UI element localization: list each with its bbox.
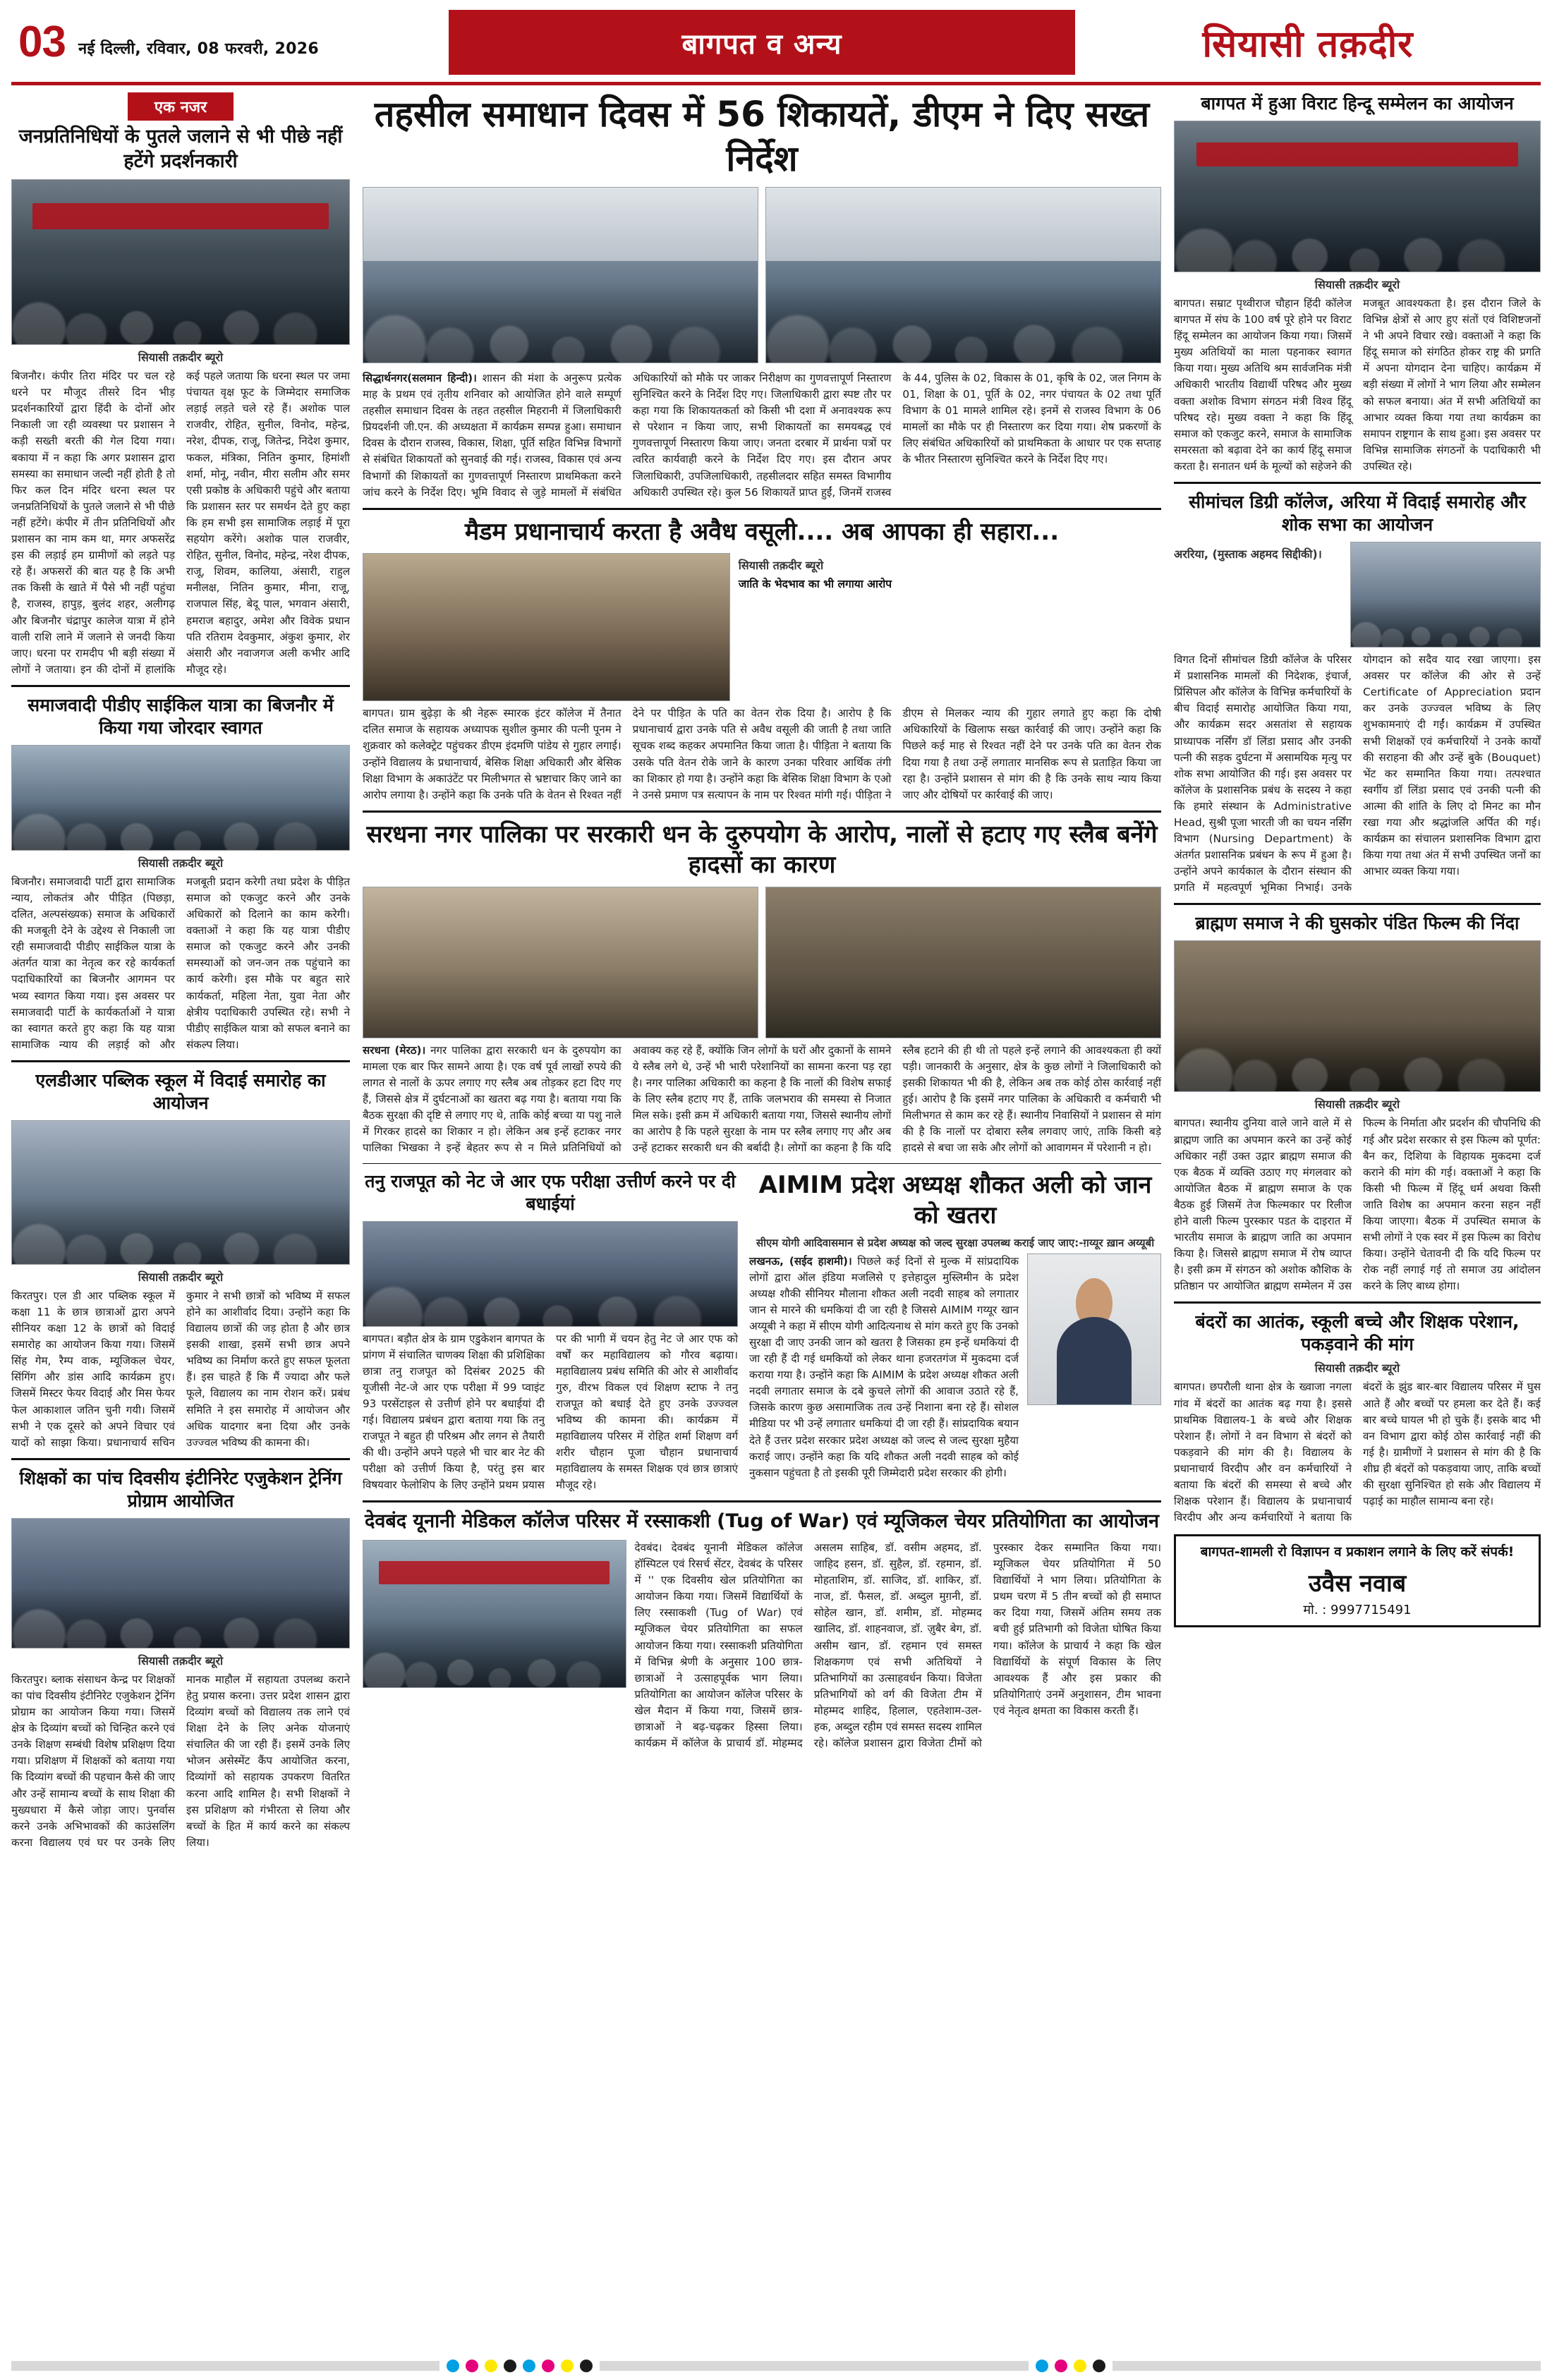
sardhana-headline: सरधना नगर पालिका पर सरकारी धन के दुरुपयोग के आरोप, नालों से हटाए गए स्लैब बनेंगे हादसों का कारण xyxy=(366,820,1158,880)
left-story2-headline: समाजवादी पीडीए साईकिल यात्रा का बिजनौर में किया गया जोरदार स्वागत xyxy=(28,694,334,738)
hindu-headline: बागपत में हुआ विराट हिन्दू सम्मेलन का आयोजन xyxy=(1201,93,1514,114)
aimim-leader-portrait xyxy=(1027,1253,1161,1405)
left-column xyxy=(11,92,350,2307)
lead-body xyxy=(363,370,1161,501)
left-story1-body: बिजनौर। कंपीर तिरा मंदिर पर चल रहे धरने पर मौजूद तीसरे दिन भीड़ प्रदर्शनकारियों द्वारा हिंदी के दोनों ओर निकाली जा रही व्यवस्था पर प्रशासन ने कड़ी सख्ती बरती की गेल दिया गया। बकाया में न कहा कि अगर प्रशासन द्वारा समस्या का समाधान जल्दी नहीं होती है तो फिर कल दिन मंदिर धरना स्थल पर जनप्रतिनिधियों के पुतले जलाने से भी पीछे नहीं हटेंगे। कंपीर में तीन प्रतिनिधियों और प्रशासन का नाम कम था, मगर अफसरेंद्र इस की लड़ाई हम ग्रामीणों को लड़ते पड़ रहे हैं। अफसरों की बात यह है कि अभी तक किसी के खाते में पैसे भी नहीं पहुंचा है, राजस्व, हापुड़, बुलंद शहर, अलीगढ़ और बिजनौर चंद्रापुर कालेज यात्रा में होने वाली राशि लाने में जलाने से जनदी किया जाए। धरना पर रामदीप भी बड़ी संख्या में लोगों ने जताया। इन की दोनों में हालांकि कई पहले जताया कि धरना स्थल पर जमा पंचायत वृक्ष फूट के जिम्मेदार समाजिक लड़ाई लड़ते चले रहे हैं। अशोक पाल राजवीर, रोहित, सुनील, विनोद, महेन्द्र, नरेश, दीपक, राजू, जितेन्द्र, निदेश कुमार, फकल, मंत्रिका, नितिन कुमार, हिमांशी शर्मा, मोनू, नवीन, मीरा सलीम और समर एसी प्रकोष्ठ के अधिकारी पहुंचे और बताया कि प्रशासन स्तर पर समर्थन देते हुए कहा कि हम सभी इस सामाजिक लड़ाई में पूरा सहयोग करेंगे। अशोक पाल राजवीर, रोहित, सुनील, विनोद, महेन्द्र, नरेश दीपक, राजू, शिवम, कालिया, अंसारी, राहुल मनीलक्ष, नितिन कुमार, मीना, राजू, राजपाल सिंह, बेदू पाल, भगवान अंसारी, हमराज बहादुर, अमेश और विवेक प्रधान पति रतिराम देवकुमार, अंकुश कुमार, शेर अंसारी और नवाजगज अली कभीर आदि मौजूद रहे। xyxy=(11,370,350,676)
paper-name: सियासी तक़दीर xyxy=(1202,23,1414,66)
registration-dots-2 xyxy=(1036,2360,1105,2372)
divider xyxy=(1174,1301,1541,1304)
lead-dateline: सिद्धार्थनगर(सलमान हिन्दी)। xyxy=(363,372,477,384)
tanu-headline: तनु राजपूत को नेट जे आर एफ परीक्षा उत्तीर्ण करने पर दी बधाईयां xyxy=(365,1170,736,1214)
lead-headline: तहसील समाधान दिवस में 56 शिकायतें, डीएम ने दिए सख्त निर्देश xyxy=(374,94,1150,179)
ek-nazar-tag: एक नजर xyxy=(128,92,234,121)
right-column xyxy=(1174,92,1541,2307)
page-number: 03 xyxy=(18,18,66,66)
hindu-sammelan-stage-photo xyxy=(1174,121,1541,272)
monkey-headline: बंदरों का आतंक, स्कूली बच्चे और शिक्षक परेशान, पकड़वाने की मांग xyxy=(1195,1311,1520,1355)
divider xyxy=(11,1458,350,1460)
page-grid xyxy=(11,92,1541,2307)
brahman-body: बागपत। स्थानीय दुनिया वाले जाने वाले में से ब्राह्मण जाति का अपमान करने का उन्हें कोई अधिकार नहीं उक्त उद्गार ब्राह्मण समाज की एक बैठक में व्यक्ति उठाए गए मंगलवार को आयोजित बैठक में ब्राह्मण समाज के एक बैठक हुई जिसमें तेज फिल्मकार पर रिलीज होने वाली फिल्म पुरस्कार पडत के दाइरात में भारतीय समाज के ब्राह्मण जाति का अपमान किया है। जिससे ब्राह्मण समाज में रोष व्याप्त है। इसी क्रम में संगठन को अशोक कौशिक के प्रतिष्ठान पर आयोजित ब्राह्मण सम्मेलन में उस फिल्म के निर्माता और प्रदर्शन की चौपनिधि की गई और प्रदेश सरकार से इस फिल्म को पूर्णत: बैन कर, दिशिया के विहायक मुकदमा दर्ज कराने की मांग की गई। वक्ताओं ने कहा कि किसी भी फिल्म में हिंदू धर्म अथवा किसी जाति विशेष का अपमान करना सहन नहीं किया जाएगा। बैठक में उपस्थित समाज के सभी लोगों ने एक स्वर में इस फिल्म का विरोध किया। उन्होंने चेतावनी दी कि यदि फिल्म पर रोक नहीं लगाई गई तो समाज उग्र आंदोलन करने के लिए बाध्य होगा। xyxy=(1174,1117,1541,1293)
divider xyxy=(11,685,350,687)
divider xyxy=(363,1163,1161,1164)
left-story1-headline: जनप्रतिनिधियों के पुतले जलाने से भी पीछे नहीं हटेंगे प्रदर्शनकारी xyxy=(18,126,343,172)
dateline: नई दिल्ली, रविवार, 08 फरवरी, 2026 xyxy=(78,40,319,58)
sardhana-body-text: नगर पालिका द्वारा सरकारी धन के दुरुपयोग का मामला एक बार फिर सामने आया है। एक वर्ष पूर्व लाखों रुपये की लागत से नालों के ऊपर लगाए गए स्लैब अब तोड़कर हटा दिए गए हैं, जिससे क्षेत्र में दुर्घटनाओं का खतरा बढ़ गया है। बताया गया कि बैठक सुरक्षा की दृष्टि से लगाए गए थे, ताकि कोई बच्चा या पशु नाले में गिरकर हादसे का शिकार न हो। लेकिन अब इन्हें हटाकर नगर पालिका भिखका ने इन्हें बेहतर रूप से न मिले प्रतिनिधियों को अवाक्य कह रहे हैं, क्योंकि जिन लोगों के घरों और दुकानों के सामने ये स्लैब लगे थे, उन्हें भी भारी परेशानियों का सामना करना पड़ रहा है। नगर पालिका अधिकारी का कहना है कि नालों की विशेष सफाई के लिए स्लैब हटाए गए हैं, ताकि जलभराव की समस्या से निजात मिल सके। इसी क्रम में अधिकारी बताया गया, जिससे स्थानीय लोगों का आरोप है कि पहले सुरक्षा के नाम पर स्लैब लगाए गए और अब उन्हें हटाकर सरकारी धन की बर्बादी है। लोगों का कहना है कि यदि स्लैब हटाने की ही थी तो पहले इन्हें लगाने की आवश्यकता ही क्यों पड़ी। जानकारी के अनुसार, क्षेत्र के कुछ लोगों ने जिलाधिकारी को इसकी शिकायत भी की है, लेकिन अब तक कोई ठोस कार्रवाई नहीं हुई। आरोप है कि इसमें नगर पालिका के अधिकारी व कर्मचारी भी मिलीभगत से काम कर रहे हैं। स्थानीय निवासियों ने प्रशासन से मांग की है कि नालों पर दोबारा स्लैब लगवाए जाएं, ताकि किसी बड़े हादसे से बचा जा सके और लोगों को आवागमन में परेशानी न हो। xyxy=(363,1043,1161,1155)
monkey-byline: सियासी तक़दीर ब्यूरो xyxy=(1314,1361,1400,1376)
print-registration-bar xyxy=(11,2357,1541,2374)
monkey-body: बागपत। छपरौली थाना क्षेत्र के ख्वाजा नगला गांव में बंदरों का आतंक बढ़ गया है। इससे प्राथमिक विद्यालय-1 के बच्चे और शिक्षक परेशान हैं। लोगों ने वन विभाग से बंदरों को पकड़वाने की मांग की है। विद्यालय के प्रधानाचार्य विरदीप और वन कर्मचारियों ने बताया कि बंदरों की समस्या से बच्चे और शिक्षक परेशान हैं। विद्यालय के प्रधानाचार्य विरदीप और अन्य कर्मचारियों ने बताया कि बंदरों के झुंड बार-बार विद्यालय परिसर में घुस आते हैं और बच्चों पर हमला कर देते हैं। कई बार बच्चे घायल भी हो चुके हैं। इसके बाद भी वन विभाग द्वारा कोई ठोस कार्रवाई नहीं की गई है। ग्रामीणों ने प्रशासन से मांग की है कि शीघ्र ही बंदरों को पकड़वाया जाए, ताकि बच्चों की सुरक्षा सुनिश्चित हो सके और विद्यालय में पढ़ाई का माहौल सामान्य बना रहे। xyxy=(1174,1380,1541,1524)
cycle-yatra-photo xyxy=(11,745,350,851)
aimim-body-left xyxy=(749,1253,1019,1481)
madam-byline: सियासी तक़दीर ब्यूरो xyxy=(738,559,824,573)
madam-pullquote: जाति के भेदभाव का भी लगाया आरोप xyxy=(738,578,892,591)
masthead xyxy=(11,10,1541,75)
divider xyxy=(363,810,1161,813)
left-story4-byline: सियासी तक़दीर ब्यूरो xyxy=(138,1653,224,1668)
brahman-headline: ब्राह्मण समाज ने की घुसकोर पंडित फिल्म की निंदा xyxy=(1195,913,1520,934)
divider xyxy=(363,508,1161,510)
seemanchal-body: विगत दिनों सीमांचल डिग्री कॉलेज के परिसर में प्रशासनिक मामलों की निदेशक, इंचार्ज, प्रिंसिपल और कॉलेज के विभिन्न कर्मचारियों के बीच विदाई समारोह आयोजित किया गया, और कार्यक्रम सदर असतांश से सहायक प्राध्यापक नर्सिंग डॉ लिंडा प्रसाद और उनकी पत्नी की सड़क दुर्घटना में असामयिक मृत्यु पर शोक सभा आयोजित की गई। इस अवसर पर कॉलेज के प्रशासनिक प्रबंध के सदस्य ने कहा कि हमारे संस्थान के Administrative Head, सुश्री पूजा भारती जी का चयन नर्सिंग विभाग (Nursing Department) के अंतर्गत प्रशासनिक प्रबंधन के रूप में हुआ है। उन्होंने अपने कार्यकाल के दौरान संस्थान की प्रगति में महत्वपूर्ण भूमिका निभाई। उनके योगदान को सदैव याद रखा जाएगा। इस अवसर पर कॉलेज की ओर से उन्हें Certificate of Appreciation प्रदान कर उनके उज्ज्वल भविष्य के लिए शुभकामनाएं दी गईं। कार्यक्रम में उपस्थित सभी शिक्षकों एवं कर्मचारियों ने उनके कार्यों की सराहना की और उन्हें बुके (Bouquet) भेंट कर सम्मानित किया गया। तत्पश्चात स्वर्गीय डॉ लिंडा प्रसाद एवं उनकी पत्नी की आत्मा की शांति के लिए दो मिनट का मौन रखा गया और श्रद्धांजलि अर्पित की गई। कार्यक्रम का संचालन प्रशासनिक विभाग द्वारा किया गया तथा अंत में सभी उपस्थित जनों का आभार व्यक्त किया गया। xyxy=(1174,653,1541,894)
tanu-body: बागपत। बड़ौत क्षेत्र के ग्राम एडुकेशन बागपत के प्रांगण में संचालित चाणक्य शिक्षा की प्रशिक्षिका छात्रा तनु राजपूत को दिसंबर 2025 की यूजीसी नेट-जे आर एफ परीक्षा में 99 प्वाइंट 93 परसेंटाइल से उत्तीर्ण होने पर बधाईयां दी गई। विद्यालय प्रबंधन द्वारा बताया गया कि तनु राजपूत ने बहुत ही परिश्रम और लगन से तैयारी की थी। उन्होंने अपने पहले भी चार बार नेट की परीक्षा को उत्तीर्ण किया है, परंतु इस बार विषयवार फेलोशिप के लिए उन्होंने प्रथम प्रयास पर की भागी में चयन हेतु नेट जे आर एफ को वर्षों कर महाविद्यालय को गौरव बढ़ाया। महाविद्यालय प्रबंध समिति की ओर से आशीर्वाद गुरु, वीरभ विकल एवं शिक्षण स्टाफ ने तनु राजपूत को बधाई देते हुए उनके उज्ज्वल भविष्य की कामना की। कार्यक्रम में महाविद्यालय परिसर में रोहित शर्मा शिक्षण वर्ग शरीर चौहान पूजा चौहान प्रधानाचार्य महाविद्यालय के समस्त शिक्षक एवं छात्र छात्राएं मौजूद रहे। xyxy=(363,1332,739,1492)
section-title: बागपत व अन्य xyxy=(449,10,1075,75)
dm-meeting-photo xyxy=(765,187,1161,363)
sardhana-dateline: सरधना (मेरठ)। xyxy=(363,1043,426,1057)
school-farewell-photo xyxy=(11,1120,350,1265)
aimim-subhead: सीएम योगी आदिवासमान से प्रदेश अध्यक्ष को जल्द सुरक्षा उपलब्ध कराई जाए जाए:-ग़य्यूर ख़ान अय्यूबी xyxy=(756,1236,1155,1249)
lead-photo-row xyxy=(363,187,1161,363)
masthead-left xyxy=(11,10,449,75)
madam-headline: मैडम प्रधानाचार्य करता है अवैध वसूली.... अब आपका ही सहारा... xyxy=(464,517,1060,546)
samadhan-diwas-hall-photo xyxy=(363,187,758,363)
divider xyxy=(363,1500,1161,1502)
teacher-training-photo xyxy=(11,1518,350,1649)
divider xyxy=(1174,903,1541,905)
woman-complainant-photo xyxy=(363,553,730,701)
classified-ad xyxy=(1174,1534,1541,1627)
tug-of-war-photo xyxy=(363,1540,626,1688)
left-story2-body: बिजनौर। समाजवादी पार्टी द्वारा सामाजिक न्याय, लोकतंत्र और पीड़ित (पिछड़ा, दलित, अल्पसंख्यक) समाज के अधिकारों की मजबूती देने के उद्देश्य से निकाली जा रही समाजवादी पीडीए साईकिल यात्रा के अंतर्गत यात्रा का नेतृत्व कर रहे कार्यकर्ता पदाधिकारियों का बिजनौर आगमन पर भव्य स्वागत किया गया। इस अवसर पर समाजवादी पार्टी के कार्यकर्ताओं ने यात्रा का स्वागत करते हुए कहा कि यह यात्रा सामाजिक न्याय की लड़ाई को और मजबूती प्रदान करेगी तथा प्रदेश के पीड़ित समाज को एकजुट करने और उनके अधिकारों को दिलाने का काम करेगी। वक्ताओं ने कहा कि यह यात्रा पीडीए समाज को एकजुट करने और उनकी समस्याओं को जन-जन तक पहुंचाने का कार्य करेगी। इस मौके पर बहुत सारे कार्यकर्ता, महिला नेता, युवा नेता और क्षेत्रीय पदाधिकारी उपस्थित रहे। सभी ने पीडीए साईकिल यात्रा को सफल बनाने का संकल्प लिया। xyxy=(11,875,350,1051)
left-story1-byline: सियासी तक़दीर ब्यूरो xyxy=(138,351,224,365)
brahman-byline: सियासी तक़दीर ब्यूरो xyxy=(1314,1098,1400,1112)
left-story4-body: किरतपुर। ब्लाक संसाधन केन्द्र पर शिक्षकों का पांच दिवसीय इंटीनिरेट एजुकेशन ट्रेनिंग प्रोग्राम का आयोजन किया गया। जिसमें क्षेत्र के दिव्यांग बच्चों को चिन्हित करने एवं उनके शिक्षण सम्बंधी विशेष प्रशिक्षण दिया गया। प्रशिक्षण में शिक्षकों को बताया गया कि दिव्यांग बच्चों की पहचान कैसे की जाए और उन्हें सामान्य बच्चों के साथ शिक्षा की मुख्यधारा में कैसे जोड़ा जाए। पुनर्वास करने उनके अभिभावकों की काउंसलिंग करना विद्यालय एवं घर पर उनके लिए मानक माहौल में सहायता उपलब्ध कराने हेतु प्रयास करना। उत्तर प्रदेश शासन द्वारा दिव्यांग बच्चों को विद्यालय तक लाने एवं शिक्षा देने के लिए अनेक योजनाएं संचालित की जा रही हैं। इसमें उनके लिए भोजन असेस्मेंट कैंप आयोजित करना, दिव्यांगों को सहायक उपकरण वितरित करना आदि शामिल है। सभी शिक्षकों ने इस प्रशिक्षण को गंभीरता से लिया और बच्चों के हित में कार्य करने का संकल्प लिया। xyxy=(11,1672,350,1849)
tanu-felicitation-photo xyxy=(363,1221,738,1327)
sardhana-body xyxy=(363,1043,1161,1157)
madam-body: बागपत। ग्राम बुढ़ेड़ा के श्री नेहरू स्मारक इंटर कॉलेज में तैनात दलित समाज के सहायक अध्यापक सुशील कुमार की पत्नी पूनम ने शुक्रवार को कलेक्ट्रेट पहुंचकर डीएम इंदमणि पांडेय से गुहार लगाई। उन्होंने विद्यालय के प्रधानाचार्य, बेसिक शिक्षा अधिकारी और बेसिक शिक्षा विभाग के अकाउंटेंट पर मिलीभगत से भ्रष्टाचार किए जाने का आरोप लगाया है। उन्होंने कहा कि उनके पति के वेतन से रिश्वत नहीं देने पर पीड़ित के पति का वेतन रोक दिया है। आरोप है कि प्रधानाचार्य द्वारा उनके पति से अवैध वसूली की जाती है तथा जाति सूचक शब्द कहकर अपमानित किया जाता है। पीड़िता ने बताया कि उसके पति वेतन रोके जाने के कारण उनका परिवार आर्थिक तंगी का शिकार हो गया है। उन्होंने कहा कि बेसिक शिक्षा विभाग के एओ ने उनसे प्रमाण पत्र सत्यापन के नाम पर रिश्वत मांगी गई। पीड़िता ने डीएम से मिलकर न्याय की गुहार लगाते हुए कहा कि दोषी अधिकारियों के खिलाफ सख्त कार्रवाई की जाए। उन्होंने कहा कि पिछले कई माह से रिश्वत नहीं देने पर उनके पति का वेतन रोक दिया गया है तथा उन्हें लगातार मानसिक रूप से प्रताड़ित किया जा रहा है। उन्होंने प्रशासन से मांग की है कि उनके साथ न्याय किया जाए और दोषियों पर कार्रवाई की जाए। xyxy=(363,707,1161,801)
registration-dots xyxy=(447,2360,593,2372)
divider xyxy=(1174,482,1541,484)
hindu-byline: सियासी तक़दीर ब्यूरो xyxy=(1314,278,1400,291)
ad-contact-name: उवैस नवाब xyxy=(1308,1569,1407,1598)
lead-body-text: शासन की मंशा के अनुरूप प्रत्येक माह के प्रथम एवं तृतीय शनिवार को आयोजित होने वाले सम्पूर्ण तहसील समाधान दिवस के तहत तहसील मिहरानी में जिलाधिकारी प्रियदर्शनी जी.एन. की अध्यक्षता में कार्यक्रम सम्पन्न हुआ। समाधान दिवस के दौरान राजस्व, विकास, शिक्षा, पूर्ति सहित विभिन्न विभागों से संबंधित शिकायतों को सुनवाई की गई। राजस्व, विकास एवं अन्य विभागों की शिकायतों का गुणवत्तापूर्ण निस्तारण प्राथमिकता करने जांच करने के निर्देश दिए। भूमि विवाद से जुड़े मामलों में संबंधित अधिकारियों को मौके पर जाकर निरीक्षण का गुणवत्तापूर्ण निस्तारण सुनिश्चित करने के निर्देश दिए गए। जिलाधिकारी द्वारा स्पष्ट तौर पर कहा गया कि शिकायतकर्ता को किसी भी दशा में अनावश्यक रूप से परेशान न किया जाए, सभी शिकायतों का समयबद्ध एवं गुणवत्तापूर्ण निस्तारण किया जाए। जनता दरबार में प्रार्थना पत्रों पर त्वरित कार्यवाही करने के निर्देश दिए गए। इस दौरान अपर जिलाधिकारी, उपजिलाधिकारी, तहसीलदार सहित समस्त विभागीय अधिकारी उपस्थित रहे। कुल 56 शिकायतें प्राप्त हुईं, जिनमें राजस्व के 44, पुलिस के 02, विकास के 01, कृषि के 02, जल निगम के 01, शिक्षा के 01, पूर्ति के 02, नगर पंचायत के 02 तथा पूर्ति विभाग के 01 मामले शामिल रहे। इनमें से राजस्व विभाग के 06 मामलों का मौके पर ही निस्तारण कर दिया गया। शेष प्रकरणों के लिए संबंधित अधिकारियों को प्राथमिकता के आधार पर एक सप्ताह के भीतर निस्तारण सुनिश्चित करने के निर्देश दिए गए। xyxy=(363,372,1161,499)
left-story3-byline: सियासी तक़दीर ब्यूरो xyxy=(138,1270,224,1284)
protest-crowd-photo xyxy=(11,179,350,345)
brahman-samaj-meeting-photo xyxy=(1174,940,1541,1092)
divider xyxy=(11,1060,350,1062)
left-story3-headline: एलडीआर पब्लिक स्कूल में विदाई समारोह का आयोजन xyxy=(35,1069,326,1113)
aimim-dateline: लखनऊ, (सईद हाशमी)। xyxy=(749,1254,852,1268)
left-story4-headline: शिक्षकों का पांच दिवसीय इंटीनिरेट एजुकेशन ट्रेनिंग प्रोग्राम आयोजित xyxy=(19,1467,342,1511)
masthead-rule xyxy=(11,82,1541,85)
seemanchal-headline: सीमांचल डिग्री कॉलेज, अरिया में विदाई समारोह और शोक सभा का आयोजन xyxy=(1189,492,1526,535)
ad-mobile: मो. : 9997715491 xyxy=(1303,1602,1412,1617)
aimim-body-text: पिछले कई दिनों से मुल्क में सांप्रदायिक लोगों द्वारा ऑल इंडिया मजलिसे ए इत्तेहादुल मुस्लिमीन के प्रदेश अध्यक्ष शौकी सीनियर मौलाना शौकत अली नदवी साहब को लगातार जान से मारने की धमकियां दी जा रही है जिससे AIMIM गय्यूर खान अय्यूबी ने कहा में सीएम योगी आदित्यनाथ से मांग करते हुए कि उनको सुरक्षा दी जाए उनकी जान को खतरा है जिसका हम इन्हें धमकियां दी जा रही हैं दी गई धमकियों को लेकर थाना हजरतगंज में मुकदमा दर्ज कराया गया है। उन्होंने कहा कि AIMIM के प्रदेश अध्यक्ष शौकत अली नदवी लगातार समाज के दबे कुचले लोगों की आवाज उठाते रहे हैं, जिसके कारण कुछ असामाजिक तत्व उन्हें निशाना बना रहे हैं। सोशल मीडिया पर भी उन्हें लगातार धमकियां दी जा रही हैं। सांप्रदायिक बयान देते हैं उत्तर प्रदेश सरकार प्रदेश अध्यक्ष को जल्द से जल्द सुरक्षा मुहैया कराई जाए। उन्होंने कहा कि यदि शौकत अली नदवी साहब को कोई नुकसान पहुंचता है तो इसकी पूरी जिम्मेदारी प्रदेश सरकार की होगी। xyxy=(749,1254,1019,1479)
seemanchal-byline: अररिया, (मुस्ताक अहमद सिद्दीकी)। xyxy=(1174,547,1322,561)
aimim-headline: AIMIM प्रदेश अध्यक्ष शौकत अली को जान को खतरा xyxy=(758,1170,1152,1230)
left-story3-body: किरतपुर। एल डी आर पब्लिक स्कूल में कक्षा 11 के छात्र छात्राओं द्वारा अपने सीनियर कक्षा 12 के छात्रों को विदाई समारोह का आयोजन किया गया। जिसमें सिंह गेम, रैम्प वाक, म्यूजिकल चेयर, सिंगिंग और डांस आदि कार्यक्रम हुए। जिसमें मिस्टर फेयर विदाई और मिस फेयर फेल आकाशाल जतिन चुनी गयी। जिसमें सभी ने एक दूसरे को अपने विचार एवं यादों को साझा किया। प्रधानाचार्य सचिन कुमार ने सभी छात्रों को भविष्य में सफल होने का आशीर्वाद दिया। उन्होंने कहा कि विद्यालय छात्रों की जड़ होता है और छात्र इसकी शाखा, इसमें सभी छात्र अपने भविष्य का निर्माण करते हुए सफल फूलता हैं। इस चाहते हैं कि मैं ज्यादा और फले फूले, विद्यालय का नाम रोशन करें। प्रबंध समिति ने इस समारोह में आयोजन और अधिक यादगार बना दिया और उनके उज्ज्वल भविष्य की कामना की। xyxy=(11,1289,350,1449)
center-column xyxy=(363,92,1161,2307)
tugofwar-body: देवबंद। देवबंद यूनानी मेडिकल कॉलेज हॉस्पिटल एवं रिसर्च सेंटर, देवबंद के परिसर में '' एक दिवसीय खेल प्रतियोगिता का आयोजन किया गया। जिसमें विद्यार्थियों के लिए रस्साकशी (Tug of War) एवं म्यूजिकल चेयर प्रतियोगिता का सफल आयोजन किया गया। रस्साकशी प्रतियोगिता में विभिन्न श्रेणी के अनुसार 100 छात्र-छात्राओं ने उत्साहपूर्वक भाग लिया। प्रतियोगिता का आयोजन कॉलेज परिसर के खेल मैदान में किया गया, जिसमें छात्र-छात्राओं ने बढ़-चढ़कर हिस्सा लिया। कार्यक्रम में कॉलेज के प्राचार्य डॉ. मोहम्मद असलम साहिब, डॉ. वसीम अहमद, डॉ. जाहिद हसन, डॉ. सुहैल, डॉ. रहमान, डॉ. मोहताशिम, डॉ. साजिद, डॉ. शाकिर, डॉ. नाज, डॉ. फैसल, डॉ. अब्दुल मुग़नी, डॉ. सोहेल खान, डॉ. शमीम, डॉ. मोहम्मद खालिद, डॉ. शाहनवाज, डॉ. ज़ुबैर बेग, डॉ. असीम खान, डॉ. रहमान एवं समस्त शिक्षकगण एवं सभी अतिथियों ने प्रतिभागियों का उत्साहवर्धन किया। विजेता प्रतिभागियों को वर्ग की विजेता टीम में मोहम्मद शाहिद, हिलाल, एहतेशाम-उल-हक, अब्दुल रहीम एवं समस्त सदस्य शामिल रहे। कॉलेज प्रशासन द्वारा विजेता टीमों को पुरस्कार देकर सम्मानित किया गया। म्यूजिकल चेयर प्रतियोगिता में 50 विद्यार्थियों ने भाग लिया। प्रतियोगिता के प्रथम चरण में 5 तीन बच्चों को ही समाप्त कर दिया गया, जिसमें अंतिम समय तक बची हुई प्रतिभागी को विजेता घोषित किया गया। कॉलेज के प्राचार्य ने कहा कि खेल विद्यार्थियों के संपूर्ण विकास के लिए आवश्यक हैं और इस प्रकार की प्रतियोगिताएं उनमें अनुशासन, टीम भावना एवं नेतृत्व क्षमता का विकास करती हैं। xyxy=(634,1541,1161,1750)
tanu-story xyxy=(363,1170,738,1494)
college-felicitation-photo xyxy=(1350,542,1541,648)
left-story2-byline: सियासी तक़दीर ब्यूरो xyxy=(138,856,224,870)
ad-text: बागपत-शामली रो विज्ञापन व प्रकाशन लगाने के लिए करें संपर्क! xyxy=(1200,1544,1515,1560)
open-drain-photo xyxy=(765,887,1161,1038)
sardhana-rubble-photo xyxy=(363,887,758,1038)
tugofwar-headline: देवबंद यूनानी मेडिकल कॉलेज परिसर में रस्साकशी (Tug of War) एवं म्यूजिकल चेयर प्रतियोगिता का आयोजन xyxy=(365,1510,1159,1533)
aimim-story xyxy=(749,1170,1161,1494)
hindu-body: बागपत। सम्राट पृथ्वीराज चौहान हिंदी कॉलेज बागपत में संघ के 100 वर्ष पूरे होने पर विराट हिंदू सम्मेलन का आयोजन किया गया। जिसमें मुख्य अतिथियों का माला पहनाकर स्वागत किया गया। मुख्य अतिथि श्रम सार्वजनिक मंत्री अधिकारी भारतीय विद्यार्थी परिषद और मुख्य वक्ता अशोक विभाग संगठन मंत्री विश्व हिंदू परिषद रहे। मुख्य वक्ता ने कहा कि हिंदू समाज को एकजुट करने, समाज के सामाजिक समरसता को बढ़ावा देने का कार्य हिंदू समाज करता है। सनातन धर्म के मूल्यों को सहेजने की मजबूत आवश्यकता है। इस दौरान जिले के विभिन्न क्षेत्रों से आए हुए संतों एवं विशिष्टजनों ने भी अपने विचार रखे। वक्ताओं ने कहा कि हिंदू समाज को संगठित होकर राष्ट्र की प्रगति में अपना योगदान देना चाहिए। कार्यक्रम में बड़ी संख्या में लोगों ने भाग लिया और सम्मेलन को सफल बनाया। अंत में सभी अतिथियों का आभार व्यक्त किया गया तथा कार्यक्रम का समापन राष्ट्रगान के साथ हुआ। इस अवसर पर विभिन्न सामाजिक संगठनों के पदाधिकारी भी उपस्थित रहे। xyxy=(1174,297,1541,473)
